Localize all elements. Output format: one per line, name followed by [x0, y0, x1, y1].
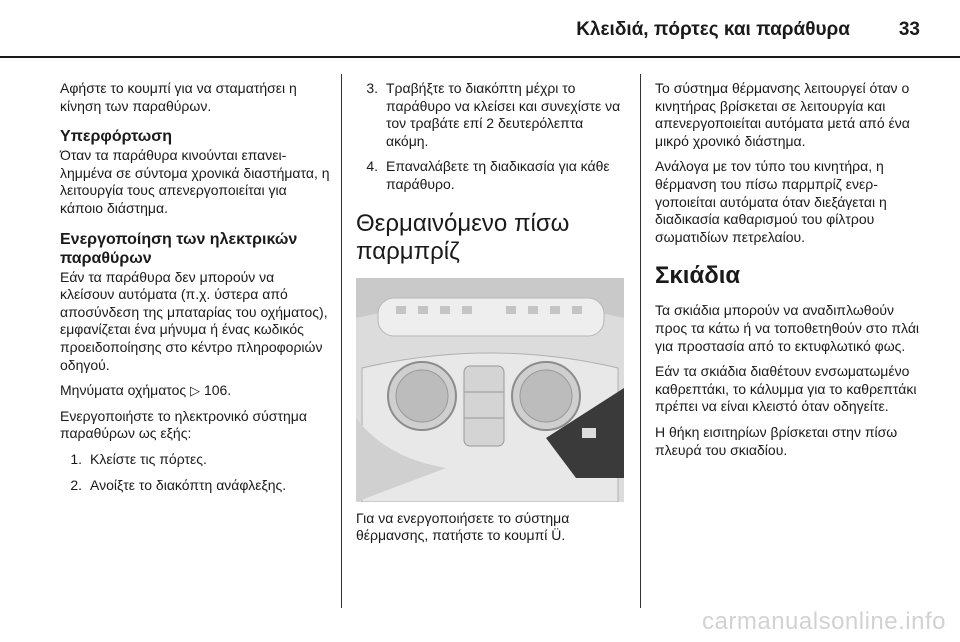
section-heading-overload: Υπερφόρτωση [60, 128, 173, 146]
paragraph: Η θήκη εισιτηρίων βρίσκεται στην πίσω πλευρά του σκιαδίου. [655, 423, 898, 458]
list-item [356, 80, 624, 150]
list-number: 4. [366, 158, 378, 175]
list-number: 3. [366, 80, 378, 96]
column-3 [655, 80, 927, 467]
column-divider [341, 74, 342, 608]
section-heading-heated-rear-window: Θερμαινόμενο πίσω παρμπρίζ [356, 209, 570, 265]
list-text: Ανοίξτε το διακόπτη ανάφλεξης. [90, 476, 287, 493]
paragraph-reference [60, 382, 330, 400]
paragraph: Ενεργοποιήστε το ηλεκτρονικό σύστημα παραθύρων ως εξής: [60, 407, 307, 442]
list-number: 1. [70, 450, 82, 467]
page-header [0, 0, 960, 58]
paragraph: Εάν τα παράθυρα δεν μπορούν να κλείσουν αυτόματα (π.χ. ύστερα από αποσύνδεση της μπαταρίας του οχήματος), εμφανίζεται ένα μήνυμα ή ένας κωδικός προειδοποίησης στο κέντρο πληροφοριών οδηγού. [60, 268, 328, 373]
list-number: 2. [70, 476, 82, 493]
paragraph: Το σύστημα θέρμανσης λειτουργεί όταν ο κινητήρας βρίσκεται σε λειτουργία και απενεργοποιείται αυτόματα μετά από ένα μικρό χρονικό διάστημα. [655, 80, 910, 149]
list-text: Τραβήξτε το διακόπτη μέχρι το παράθυρο να κλείσει και συνεχίστε να τον τραβάτε επί 2 δευτερόλεπτα ακόμη. [386, 80, 621, 149]
climate-control-panel-image [356, 278, 624, 502]
column-divider [640, 74, 641, 608]
reference-text: Μηνύματα οχήματος [60, 382, 187, 399]
paragraph: Αφήστε το κουμπί για να σταματήσει η κίνηση των παραθύρων. [60, 80, 297, 114]
paragraph: Ανάλογα με τον τύπο του κινητήρα, η θέρμανση του πίσω παρμπρίζ ενεργοποιείται αυτόματα όταν διεξάγεται η διαδικασία καθαρισμού του φίλτρου σωματιδίων πετρελαίου. [655, 158, 887, 245]
header-rule [0, 56, 960, 58]
list-item [60, 477, 330, 495]
list-item [356, 158, 624, 193]
column-2 [356, 80, 624, 553]
paragraph: Τα σκιάδια μπορούν να αναδιπλωθούν προς τα κάτω ή να τοποθετηθούν στο πλάι για προστασία από το εκτυφλωτικό φως. [655, 302, 920, 354]
column-1 [60, 80, 330, 502]
paragraph: Όταν τα παράθυρα κινούνται επανειλημμένα σε σύντομα χρονικά διαστήματα, η λειτουργία τους απενεργοποιείται για κάποιο διάστημα. [60, 147, 330, 216]
list-text: Επαναλάβετε τη διαδικασία για κάθε παράθυρο. [386, 158, 610, 192]
list-item [60, 451, 330, 469]
section-heading-sun-visors: Σκιάδια [655, 262, 741, 290]
paragraph: Εάν τα σκιάδια διαθέτουν ενσωματωμένο καθρεπτάκι, το κάλυμμα για το καθρεπτάκι πρέπει να είναι κλειστό όταν οδηγείτε. [655, 363, 917, 415]
watermark: carmanualsonline.info [702, 608, 946, 635]
reference-page[interactable]: 106. [203, 382, 232, 399]
page-number: 33 [898, 19, 920, 40]
page-title: Κλειδιά, πόρτες και παράθυρα [576, 19, 850, 40]
list-text: Κλείστε τις πόρτες. [90, 450, 207, 467]
arrow-reference-icon: ▷ [190, 383, 201, 399]
image-caption: Για να ενεργοποιήσετε το σύστημα θέρμανσης, πατήστε το κουμπί Ü. [356, 509, 570, 544]
section-heading-activate: Ενεργοποίηση των ηλεκτρικών παραθύρων [60, 230, 298, 267]
